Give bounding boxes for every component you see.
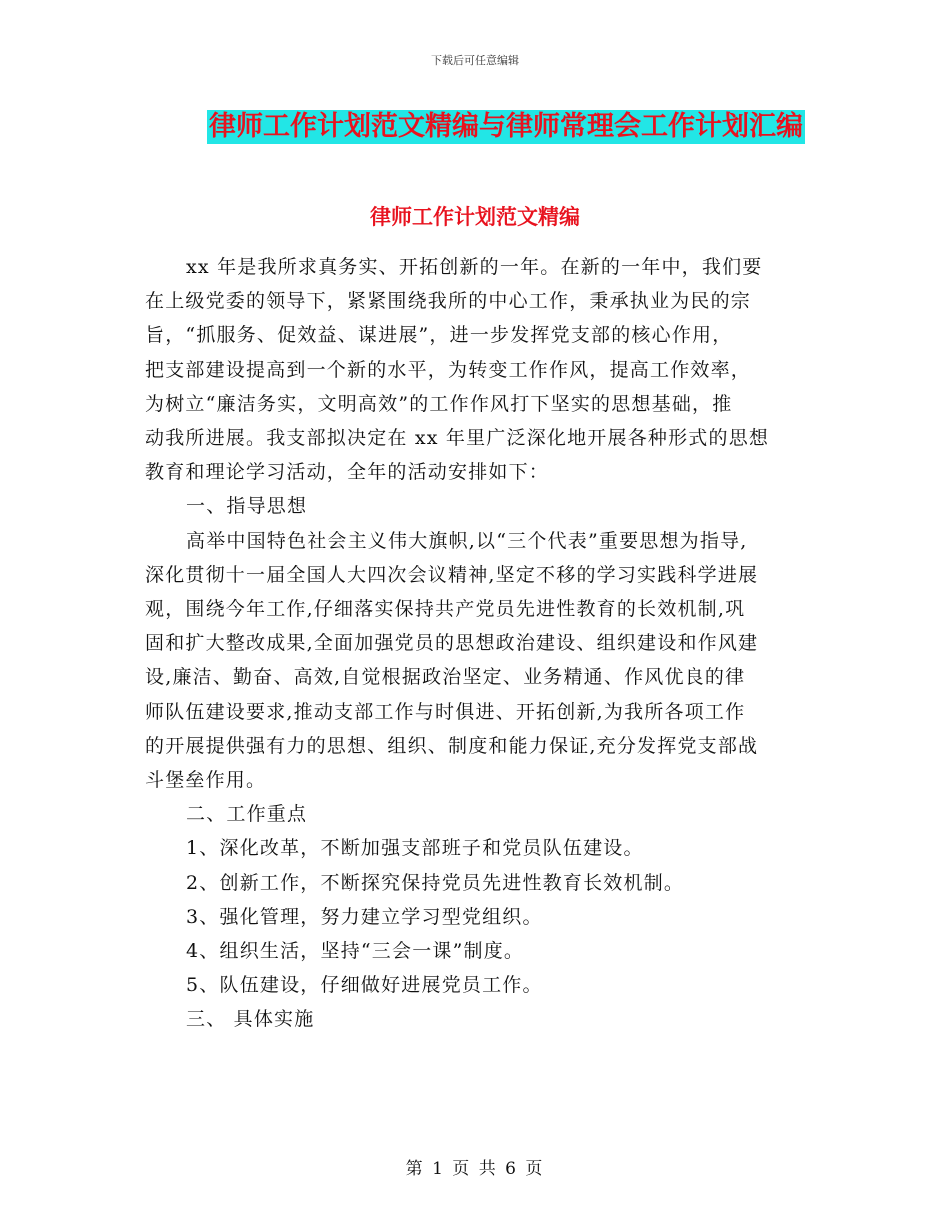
document-title: 律师工作计划范文精编与律师常理会工作计划汇编 [209, 111, 803, 142]
page-number-footer: 第 1 页 共 6 页 [405, 1159, 545, 1179]
paragraph-line: 固和扩大整改成果,全面加强党员的思想政治建设、组织建设和作风建 [145, 632, 759, 655]
body-text [145, 250, 810, 1037]
paragraph-line: 设,廉洁、勤奋、高效,自觉根据政治坚定、业务精通、作风优良的律 [145, 666, 746, 689]
paragraph-line: 在上级党委的领导下，紧紧围绕我所的中心工作，秉承执业为民的宗 [145, 290, 752, 313]
list-item: 5、队伍建设，仔细做好进展党员工作。 [186, 974, 543, 997]
section-title: 律师工作计划范文精编 [370, 205, 580, 229]
header-note: 下载后可任意编辑 [431, 54, 519, 67]
paragraph-line: 观，围绕今年工作,仔细落实保持共产党员先进性教育的长效机制,巩 [145, 598, 746, 621]
paragraph-line: 动我所进展。我支部拟决定在 xx 年里广泛深化地开展各种形式的思想 [145, 427, 770, 450]
paragraph-line: 为树立“廉洁务实，文明高效”的工作作风打下坚实的思想基础，推 [145, 392, 733, 415]
paragraph-line: 把支部建设提高到一个新的水平，为转变工作作风，提高工作效率， [145, 358, 752, 381]
paragraph-line: 教育和理论学习活动，全年的活动安排如下： [145, 461, 550, 484]
list-item: 3、强化管理，努力建立学习型党组织。 [186, 905, 543, 928]
list-item: 1、深化改革，不断加强支部班子和党员队伍建设。 [186, 837, 644, 860]
paragraph-line: 师队伍建设要求,推动支部工作与时俱进、开拓创新,为我所各项工作 [145, 700, 746, 723]
paragraph-line: xx 年是我所求真务实、开拓创新的一年。在新的一年中，我们要 [186, 256, 763, 278]
paragraph-line: 深化贯彻十一届全国人大四次会议精神,坚定不移的学习实践科学进展 [145, 563, 759, 586]
paragraph-line: 的开展提供强有力的思想、组织、制度和能力保证,充分发挥党支部战 [145, 734, 759, 757]
heading-implementation: 三、 具体实施 [186, 1008, 315, 1031]
list-item: 2、创新工作，不断探究保持党员先进性教育长效机制。 [186, 871, 685, 894]
heading-work-focus: 二、工作重点 [186, 803, 308, 826]
paragraph-line: 斗堡垒作用。 [145, 769, 267, 792]
paragraph-line: 高举中国特色社会主义伟大旗帜,以“三个代表”重要思想为指导, [186, 529, 748, 552]
heading-guiding-ideology: 一、指导思想 [186, 495, 308, 518]
paragraph-line: 旨，“抓服务、促效益、谋进展”，进一步发挥党支部的核心作用， [145, 324, 733, 347]
list-item: 4、组织生活，坚持“三会一课”制度。 [186, 940, 525, 963]
